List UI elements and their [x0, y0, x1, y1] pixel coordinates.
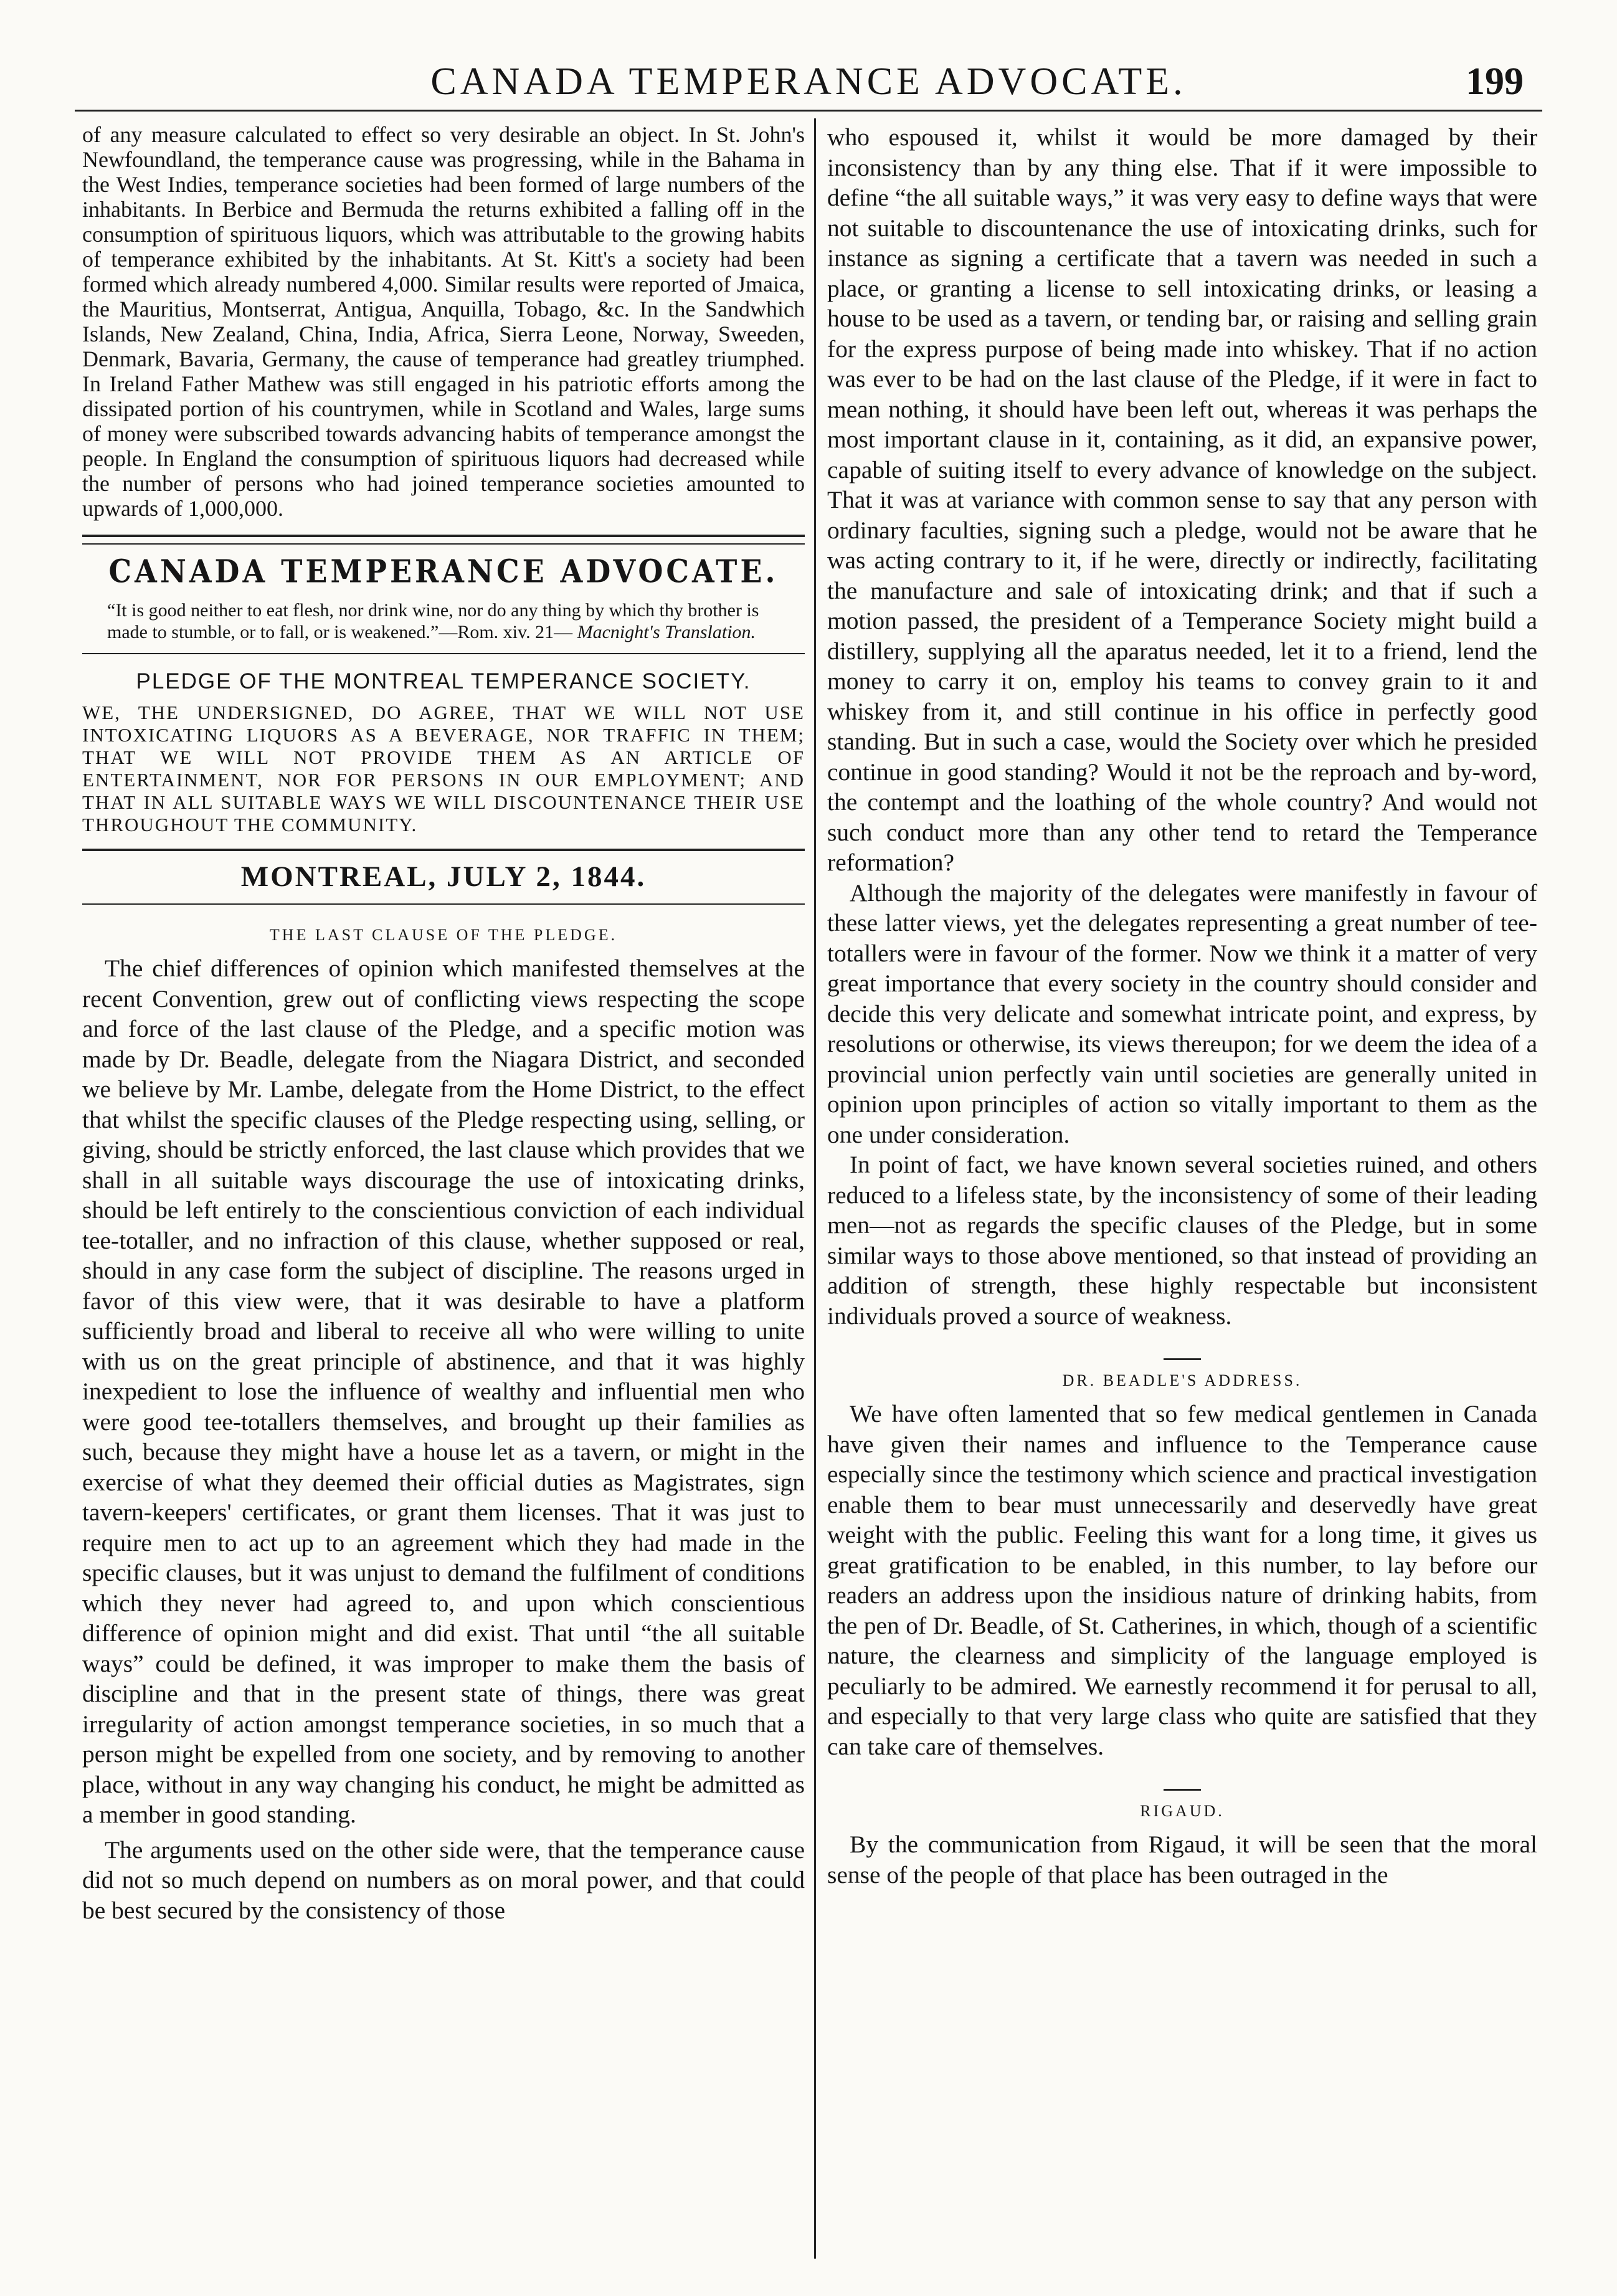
section-separator: [1164, 1358, 1201, 1360]
motto-rule: [82, 653, 805, 654]
motto: [82, 599, 805, 643]
header-rule: [75, 110, 1542, 112]
dateline-rule: [82, 903, 805, 905]
running-head: [75, 60, 1542, 116]
intro-paragraph: of any measure calculated to effect so very desirable an object. In St. John's Newfoundland, the temperance cause was progressing, while in the Bahama in the West Indies, temperance societies had been formed of large numbers of the inhabitants. In Berbice and Bermuda the returns exhibited a falling off in the consumption of spirituous liquors, which was attributable to the growing habits of temperance exhibited by the inhabitants. At St. Kitt's a society had been formed which already numbered 4,000. Similar results were reported of Jmaica, the Mauritius, Montserrat, Antigua, Anquilla, Tobago, &c. In the Sandwhich Islands, New Zealand, China, India, Africa, Sierra Leone, Norway, Sweeden, Denmark, Bavaria, Germany, the cause of temperance had greatley triumphed. In Ireland Father Mathew was still engaged in his patriotic efforts among the dissipated portion of his countrymen, while in Scotland and Wales, large sums of money were subscribed towards advancing habits of temperance amongst the people. In England the consumption of spirituous liquors had decreased while the number of persons who had joined temperance societies amounted to upwards of 1,000,000.: [82, 122, 805, 521]
masthead-rule-top: [82, 535, 805, 545]
right-column: [827, 122, 1537, 2259]
beadle-heading: DR. BEADLE'S ADDRESS.: [1062, 1371, 1302, 1389]
column-divider: [814, 118, 816, 2259]
pledge-title: PLEDGE OF THE MONTREAL TEMPERANCE SOCIETY.: [136, 669, 751, 693]
article-heading: THE LAST CLAUSE OF THE PLEDGE.: [269, 926, 618, 944]
section-separator-2: [1164, 1789, 1201, 1791]
rigaud-heading: RIGAUD.: [1140, 1802, 1225, 1820]
right-paragraph-1: who espoused it, whilst it would be more damaged by their inconsistency than by any thing else. That if it were impossible to define “the all suitable ways,” it was very easy to define ways that were not suitable to discountenance the use of intoxicating drinks, such for instance as signing a certificate that a tavern was needed in such a place, or granting a license to sell intoxicating drinks, or leasing a house to be used as a tavern, or tending bar, or raising and selling grain for the express purpose of being made into whiskey. That if no action was ever to be had on the last clause of the Pledge, if it were in fact to mean nothing, it should have been left out, whereas it was perhaps the most important clause in it, containing, as it did, an expansive power, capable of suiting itself to every advance of knowledge on the subject. That it was at variance with common sense to say that any person with ordinary faculties, signing such a pledge, would not be aware that he was acting contrary to it, if he were, directly or indirectly, facilitating the manufacture and sale of intoxicating drink; and that if such a motion passed, the president of a Temperance Society might build a distillery, supplying all the aparatus needed, let it to a friend, lend the money to carry it on, employ his teams to convey grain to it and whiskey from it, and still continue in his office in perfectly good standing. But in such a case, would the Society over which he presided continue in good standing? Would it not be the reproach and by-word, the contempt and the loathing of the whole country? And would not such conduct more than any other tend to retard the Temperance reformation?: [827, 123, 1537, 876]
pledge-rule: [82, 849, 805, 851]
article-paragraph-2: The arguments used on the other side were, that the temperance cause did not so much depend on numbers as on moral power, and that could be best secured by the consistency of those: [82, 1836, 805, 1924]
running-title: CANADA TEMPERANCE ADVOCATE.: [430, 60, 1187, 103]
left-column: [82, 122, 805, 2259]
page-number: 199: [1466, 60, 1524, 103]
motto-text: “It is good neither to eat flesh, nor drink wine, nor do any thing by which thy brother is made to stumble, or to fall, or is weakened.”—Rom. xiv. 21—: [107, 600, 759, 642]
pledge-text: WE, THE UNDERSIGNED, DO AGREE, THAT WE WILL NOT USE INTOXICATING LIQUORS AS A BEVERAGE, NOR TRAFFIC IN THEM; THAT WE WILL NOT PROVIDE THEM AS AN ARTICLE OF ENTERTAINMENT, NOR FOR PERSONS IN OUR EMPLOYMENT; AND THAT IN ALL SUITABLE WAYS WE WILL DISCOUNTENANCE THEIR USE THROUGHOUT THE COMMUNITY.: [82, 702, 805, 836]
beadle-paragraph: We have often lamented that so few medical gentlemen in Canada have given their names and influence to the Temperance cause especially since the testimony which science and practical investigation enable them to bear must unnecessarily and deservedly have great weight with the public. Feeling this want for a long time, it gives us great gratification to be enabled, in this number, to lay before our readers an address upon the insidious nature of drinking habits, from the pen of Dr. Beadle, of St. Catherines, in which, though of a scientific nature, the clearness and simplicity of the language employed is peculiarly to be admired. We earnestly recommend it for perusal to all, and especially to that very large class who quite are satisfied that they can take care of themselves.: [827, 1400, 1537, 1760]
masthead: CANADA TEMPERANCE ADVOCATE.: [108, 553, 779, 590]
motto-source: Macnight's Translation.: [577, 622, 756, 642]
right-paragraph-3: In point of fact, we have known several societies ruined, and others reduced to a lifeless state, by the inconsistency of some of their leading men—not as regards the specific clauses of the Pledge, but in some similar ways to those above mentioned, so that instead of providing an addition of strength, these highly respectable but inconsistent individuals proved a source of weakness.: [827, 1151, 1537, 1330]
dateline: MONTREAL, JULY 2, 1844.: [240, 860, 647, 893]
article-paragraph-1: The chief differences of opinion which manifested themselves at the recent Convention, grew out of conflicting views respecting the scope and force of the last clause of the Pledge, and a specific motion was made by Dr. Beadle, delegate from the Niagara District, and seconded we believe by Mr. Lambe, delegate from the Home District, to the effect that whilst the specific clauses of the Pledge respecting using, selling, or giving, should be strictly enforced, the last clause which provides that we shall in all suitable ways discourage the use of intoxicating drinks, should be left entirely to the conscientious conviction of each individual tee-totaller, and no infraction of this clause, whether supposed or real, should in any case form the subject of discipline. The reasons urged in favor of this view were, that it was desirable to have a platform sufficiently broad and liberal to receive all who were willing to unite with us on the great principle of abstinence, and that it was highly inexpedient to lose the influence of wealthy and influential men who were good tee-totallers themselves, and brought up their families as such, because they might have a house let as a tavern, or might in the exercise of what they deemed their official duties as Magistrates, sign tavern-keepers' certificates, or grant them licenses. That it was just to require men to act up to an agreement which they had made in the specific clauses, but it was unjust to demand the fulfilment of conditions which they never had agreed to, and upon which conscientious difference of opinion might and did exist. That until “the all suitable ways” could be defined, it was improper to make them the basis of discipline and that in the present state of things, there was great irregularity of action amongst temperance societies, in so much that a person might be expelled from one society, and by removing to another place, without in any way changing his conduct, he might be admitted as a member in good standing.: [82, 955, 805, 1828]
right-paragraph-2: Although the majority of the delegates were manifestly in favour of these latter views, yet the delegates representing a great number of tee-totallers were in favour of the former. Now we think it a matter of very great importance that every society in the country should consider and decide this very delicate and somewhat intricate point, and express, by resolutions or otherwise, its views thereupon; for we deem the idea of a provincial union perfectly vain until societies are generally united in opinion upon principles of action so vitally important to them as the one under consideration.: [827, 879, 1537, 1148]
rigaud-paragraph: By the communication from Rigaud, it will be seen that the moral sense of the people of that place has been outraged in the: [827, 1831, 1537, 1889]
